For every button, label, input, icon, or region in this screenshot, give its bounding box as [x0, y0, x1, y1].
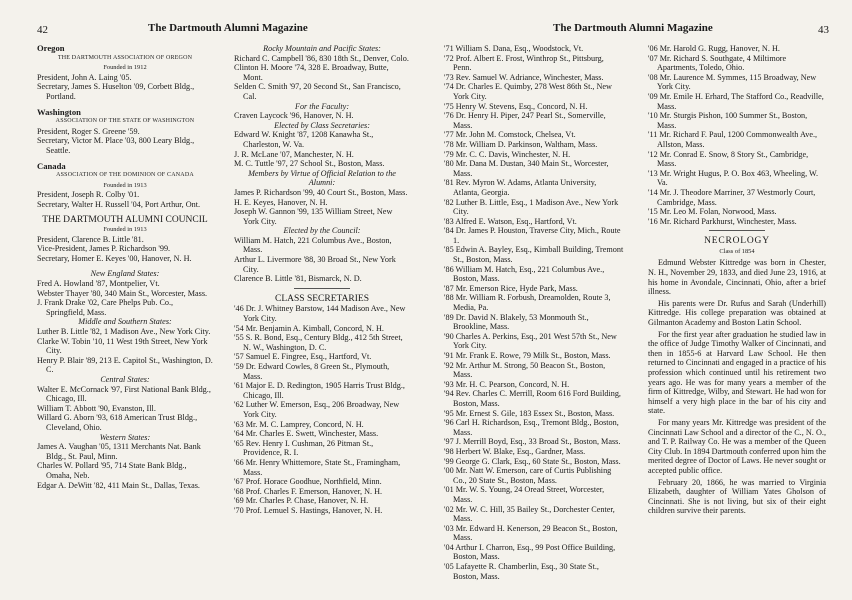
entry: '05 Lafayette R. Chamberlin, Esq., 30 State St., Boston, Mass. — [444, 562, 599, 581]
paragraph: Edmund Webster Kittredge was born in Chester, N. H., November 29, 1833, and died June 23, 1916, at his home in Avondale, Cincinnati, Ohio, after a brief illness. — [648, 258, 826, 297]
entry: Secretary, James S. Huselton '09, Corbett Bldg., Portland. — [37, 82, 195, 101]
entry: Craven Laycock '96, Hanover, N. H. — [234, 111, 354, 121]
entry: '73 Rev. Samuel W. Adriance, Winchester, Mass. — [444, 72, 604, 82]
class-heading: Class of 1854 — [719, 247, 755, 255]
entry: '72 Prof. Albert E. Frost, Winthrop St., Pittsburg, Penn. — [444, 53, 604, 73]
entry: Luther B. Little '82, 1 Madison Ave., New York City. — [37, 327, 211, 337]
association-name: ASSOCIATION OF THE DOMINION OF CANADA — [56, 172, 194, 179]
entry: '64 Mr. Charles E. Swett, Winchester, Mass. — [234, 429, 379, 439]
entry: '95 Mr. Ernest S. Gile, 183 Essex St., Boston, Mass. — [444, 408, 615, 418]
entry: William T. Abbott '90, Evanston, Ill. — [37, 403, 156, 413]
entry: James A. Vaughan '05, 1311 Merchants Nat. Bank Bldg., St. Paul, Minn. — [37, 442, 201, 461]
group-heading: Elected by Class Secretaries: — [274, 120, 370, 130]
paragraph: His parents were Dr. Rufus and Sarah (Underhill) Kittredge. His college preparation was obtained at Gilmanton Academy and Boston Latin School. — [648, 298, 826, 328]
left-column-2 — [234, 44, 410, 516]
divider — [709, 230, 765, 231]
page-number: 43 — [818, 24, 829, 36]
necrology-title: NECROLOGY — [704, 236, 770, 247]
entry: '62 Luther W. Emerson, Esq., 206 Broadway, New York City. — [234, 400, 400, 419]
entry: H. E. Keyes, Hanover, N. H. — [234, 197, 328, 207]
group-heading: Elected by the Council: — [283, 226, 361, 236]
entry: '61 Major E. D. Redington, 1905 Harris Trust Bldg., Chicago, Ill. — [234, 381, 405, 400]
right-page — [426, 0, 852, 600]
entry: '46 Dr. J. Whitney Barstow, 144 Madison Ave., New York City. — [234, 304, 406, 324]
entry: J. R. McLane '07, Manchester, N. H. — [234, 149, 354, 159]
left-column-1 — [37, 44, 213, 490]
divider — [294, 288, 350, 289]
entry: Clinton H. Moore '74, 328 E. Broadway, Butte, Mont. — [234, 63, 389, 82]
entry: Webster Thayer '80, 340 Main St., Worcester, Mass. — [37, 288, 208, 298]
section-heading: Washington — [37, 106, 81, 117]
entry: '67 Prof. Horace Goodhue, Northfield, Minn. — [234, 477, 382, 487]
entry: '81 Rev. Myron W. Adams, Atlanta University, Atlanta, Georgia. — [444, 178, 597, 197]
entry: '69 Mr. Charles P. Chase, Hanover, N. H. — [234, 496, 369, 506]
entry: Edward W. Knight '87, 1208 Kanawha St., Charleston, W. Va. — [234, 130, 374, 149]
entry: '09 Mr. Emile H. Erhard, The Stafford Co., Readville, Mass. — [648, 91, 824, 111]
association-name: ASSOCIATION OF THE STATE OF WASHINGTON — [55, 118, 195, 125]
entry: '75 Henry W. Stevens, Esq., Concord, N. H. — [444, 101, 588, 111]
entry: '63 Mr. M. C. Lamprey, Concord, N. H. — [234, 419, 364, 429]
running-header: The Dartmouth Alumni Magazine — [148, 22, 308, 34]
section-title: THE DARTMOUTH ALUMNI COUNCIL — [42, 214, 208, 225]
entry: '90 Charles A. Perkins, Esq., 201 West 57th St., New York City. — [444, 331, 617, 351]
entry: '96 Carl H. Richardson, Esq., Tremont Bldg., Boston, Mass. — [444, 418, 619, 437]
paragraph: For the first year after graduation he studied law in the office of Judge Timothy Walker of Cincinnati, and then in 1855-6 at Harvard Law School. He then returned to Cincinnati and engaged in a practice of his profession which continued until his retirement two years ago. He was for many years a member of the firm of Kittredge, Wilby, and Stewart. He had won for himself a very high place in the bar of his city and state. — [648, 329, 826, 416]
association-name: THE DARTMOUTH ASSOCIATION OF OREGON — [57, 54, 193, 61]
paragraph: For many years Mr. Kittredge was president of the Cincinnati Law School and a director of the C., N. O., and T. P. Railway Co. He was a member of the Queen City Club. In 1894 Dartmouth conferred upon him the merited degree of Doctor of Laws. He never sought or accepted public office. — [648, 417, 826, 475]
entry: '10 Mr. Sturgis Pishon, 100 Summer St., Boston, Mass. — [648, 111, 808, 130]
entry: Charles W. Pollard '95, 714 State Bank Bldg., Omaha, Neb. — [37, 461, 187, 480]
entry: Secretary, Victor M. Place '03, 800 Leary Bldg., Seattle. — [37, 136, 195, 155]
entry: Arthur L. Livermore '88, 30 Broad St., New York City. — [234, 255, 396, 274]
founded-line: Founded in 1913 — [103, 181, 147, 189]
entry: '68 Prof. Charles F. Emerson, Hanover, N. H. — [234, 486, 383, 496]
entry: Richard C. Campbell '86, 830 18th St., Denver, Colo. — [234, 53, 409, 63]
entry: '84 Dr. James P. Houston, Traverse City, Mich., Route 1. — [444, 226, 621, 245]
entry: '08 Mr. Laurence M. Symmes, 115 Broadway, New York City. — [648, 72, 817, 92]
entry: '54 Mr. Benjamin A. Kimball, Concord, N. H. — [234, 323, 384, 333]
entry: '94 Rev. Charles C. Merrill, Room 616 Ford Building, Boston, Mass. — [444, 389, 621, 408]
group-heading: Rocky Mountain and Pacific States: — [263, 44, 381, 53]
entry: President, Joseph R. Colby '01. — [37, 190, 140, 200]
entry: Henry P. Blair '89, 213 E. Capitol St., Washington, D. C. — [37, 355, 213, 375]
entry: James P. Richardson '99, 40 Court St., Boston, Mass. — [234, 187, 408, 197]
entry: '79 Mr. C. C. Davis, Winchester, N. H. — [444, 149, 571, 159]
entry: President, John A. Laing '05. — [37, 72, 132, 82]
entry: '71 William S. Dana, Esq., Woodstock, Vt. — [444, 44, 584, 53]
entry: J. Frank Drake '02, Care Phelps Pub. Co., Springfield, Mass. — [37, 298, 174, 317]
entry: '11 Mr. Richard F. Paul, 1200 Commonwealth Ave., Allston, Mass. — [648, 130, 818, 149]
paragraph: February 20, 1866, he was married to Virginia Elizabeth, daughter of William Yates Gholson of Cincinnati. She is not living, but six of their eight children survive their parents. — [648, 477, 826, 516]
entry: '07 Mr. Richard S. Southgate, 4 Miltimore Apartments, Toledo, Ohio. — [648, 53, 787, 73]
section-heading: Canada — [37, 160, 66, 171]
entry: M. C. Tuttle '97, 27 School St., Boston, Mass. — [234, 159, 385, 169]
group-heading: New England States: — [90, 269, 160, 279]
entry: President, Roger S. Greene '59. — [37, 126, 140, 136]
section-heading: Oregon — [37, 43, 65, 53]
entry: '59 Dr. Edward Cowles, 8 Green St., Plymouth, Mass. — [234, 362, 390, 381]
entry: '80 Mr. Dana M. Dustan, 340 Main St., Worcester, Mass. — [444, 159, 609, 178]
entry: Vice-President, James P. Richardson '99. — [37, 244, 171, 254]
entry: '00 Mr. Natt W. Emerson, care of Curtis Publishing Co., 20 State St., Boston, Mass. — [444, 466, 612, 485]
entry: Willard G. Aborn '93, 618 American Trust Bldg., Cleveland, Ohio. — [37, 413, 198, 432]
entry: Joseph W. Gannon '99, 135 William Street, New York City. — [234, 207, 393, 226]
entry: '01 Mr. W. S. Young, 24 Oread Street, Worcester, Mass. — [444, 485, 605, 504]
entry: '57 Samuel E. Fingree, Esq., Hartford, Vt. — [234, 352, 372, 362]
entry: '92 Mr. Arthur M. Strong, 50 Beacon St., Boston, Mass. — [444, 360, 606, 380]
running-header: The Dartmouth Alumni Magazine — [553, 22, 713, 34]
entry: '12 Mr. Conrad E. Snow, 8 Story St., Cambridge, Mass. — [648, 149, 809, 169]
entry: '16 Mr. Richard Parkhurst, Winchester, Mass. — [648, 216, 797, 226]
entry: Clarence B. Little '81, Bismarck, N. D. — [234, 274, 362, 284]
entry: '98 Herbert W. Blake, Esq., Gardner, Mass. — [444, 446, 586, 456]
entry: '82 Luther B. Little, Esq., 1 Madison Ave., New York City. — [444, 197, 619, 217]
entry: '85 Edwin A. Bayley, Esq., Kimball Building, Tremont St., Boston, Mass. — [444, 245, 624, 265]
entry: Walter E. McCornack '97, First National Bank Bldg., Chicago, Ill. — [37, 384, 211, 404]
group-heading: Western States: — [99, 432, 151, 442]
entry: '97 J. Merrill Boyd, Esq., 33 Broad St., Boston, Mass. — [444, 437, 621, 447]
entry: '88 Mr. William R. Forbush, Dreamolden, Route 3, Media, Pa. — [444, 293, 611, 313]
founded-line: Founded in 1913 — [103, 226, 147, 234]
founded-line: Founded in 1912 — [103, 64, 147, 72]
entry: '74 Dr. Charles E. Quimby, 278 West 86th St., New York City. — [444, 82, 612, 101]
entry: '02 Mr. W. C. Hill, 35 Bailey St., Dorchester Center, Mass. — [444, 504, 615, 524]
entry: '14 Mr. J. Theodore Marriner, 37 Westmorly Court, Cambridge, Mass. — [648, 187, 816, 207]
right-column-2 — [648, 44, 826, 516]
entry: '04 Arthur I. Charron, Esq., 99 Post Office Building, Boston, Mass. — [444, 542, 616, 562]
entry: Secretary, Homer E. Keyes '00, Hanover, N. H. — [37, 253, 192, 263]
entry: William M. Hatch, 221 Columbus Ave., Boston, Mass. — [234, 235, 392, 255]
entry: '87 Mr. Emerson Rice, Hyde Park, Mass. — [444, 283, 578, 293]
entry: '65 Rev. Henry I. Cushman, 26 Pitman St., Providence, R. I. — [234, 438, 374, 458]
entry: President, Clarence B. Little '81. — [37, 234, 144, 244]
entry: Edgar A. DeWitt '82, 411 Main St., Dallas, Texas. — [37, 480, 200, 490]
entry: '76 Dr. Henry H. Piper, 247 Pearl St., Somerville, Mass. — [444, 111, 606, 130]
entry: '06 Mr. Harold G. Rugg, Hanover, N. H. — [648, 44, 780, 53]
entry: Clarke W. Tobin '10, 11 West 19th Street, New York City. — [37, 336, 208, 356]
entry: Fred A. Howland '87, Montpelier, Vt. — [37, 279, 160, 289]
section-title: CLASS SECRETARIES — [275, 293, 369, 304]
entry: '13 Mr. Wright Hugus, P. O. Box 463, Wheeling, W. Va. — [648, 168, 819, 188]
entry: '86 William M. Hatch, Esq., 221 Columbus Ave., Boston, Mass. — [444, 264, 605, 284]
entry: '78 Mr. William D. Parkinson, Waltham, Mass. — [444, 139, 598, 149]
group-heading: For the Faculty: — [294, 101, 350, 111]
entry: '83 Alfred E. Watson, Esq., Hartford, Vt. — [444, 216, 577, 226]
entry: Selden C. Smith '97, 20 Second St., San Francisco, Cal. — [234, 82, 401, 101]
page-number: 42 — [37, 24, 48, 36]
right-column-1 — [444, 44, 624, 581]
entry: '55 S. R. Bond, Esq., Century Bldg., 412 5th Street, N. W., Washington, D. C. — [234, 333, 403, 352]
entry: '15 Mr. Leo M. Folan, Norwood, Mass. — [648, 207, 777, 217]
entry: '77 Mr. John M. Comstock, Chelsea, Vt. — [444, 130, 576, 140]
group-heading: Middle and Southern States: — [78, 317, 172, 327]
entry: '99 George G. Clark, Esq., 60 State St., Boston, Mass. — [444, 456, 621, 466]
entry: Secretary, Walter H. Russell '04, Port Arthur, Ont. — [37, 199, 201, 209]
entry: '70 Prof. Lemuel S. Hastings, Hanover, N. H. — [234, 505, 383, 515]
entry: '03 Mr. Edward H. Kenerson, 29 Beacon St., Boston, Mass. — [444, 523, 618, 543]
entry: '93 Mr. H. C. Pearson, Concord, N. H. — [444, 379, 570, 389]
entry: '66 Mr. Henry Whittemore, State St., Framingham, Mass. — [234, 457, 401, 477]
group-heading: Members by Virtue of Official Relation to the Alumni: — [248, 168, 396, 188]
group-heading: Central States: — [100, 375, 150, 384]
entry: '89 Dr. David N. Blakely, 53 Monmouth St., Brookline, Mass. — [444, 312, 589, 332]
entry: '91 Mr. Frank E. Rowe, 79 Milk St., Boston, Mass. — [444, 351, 611, 360]
